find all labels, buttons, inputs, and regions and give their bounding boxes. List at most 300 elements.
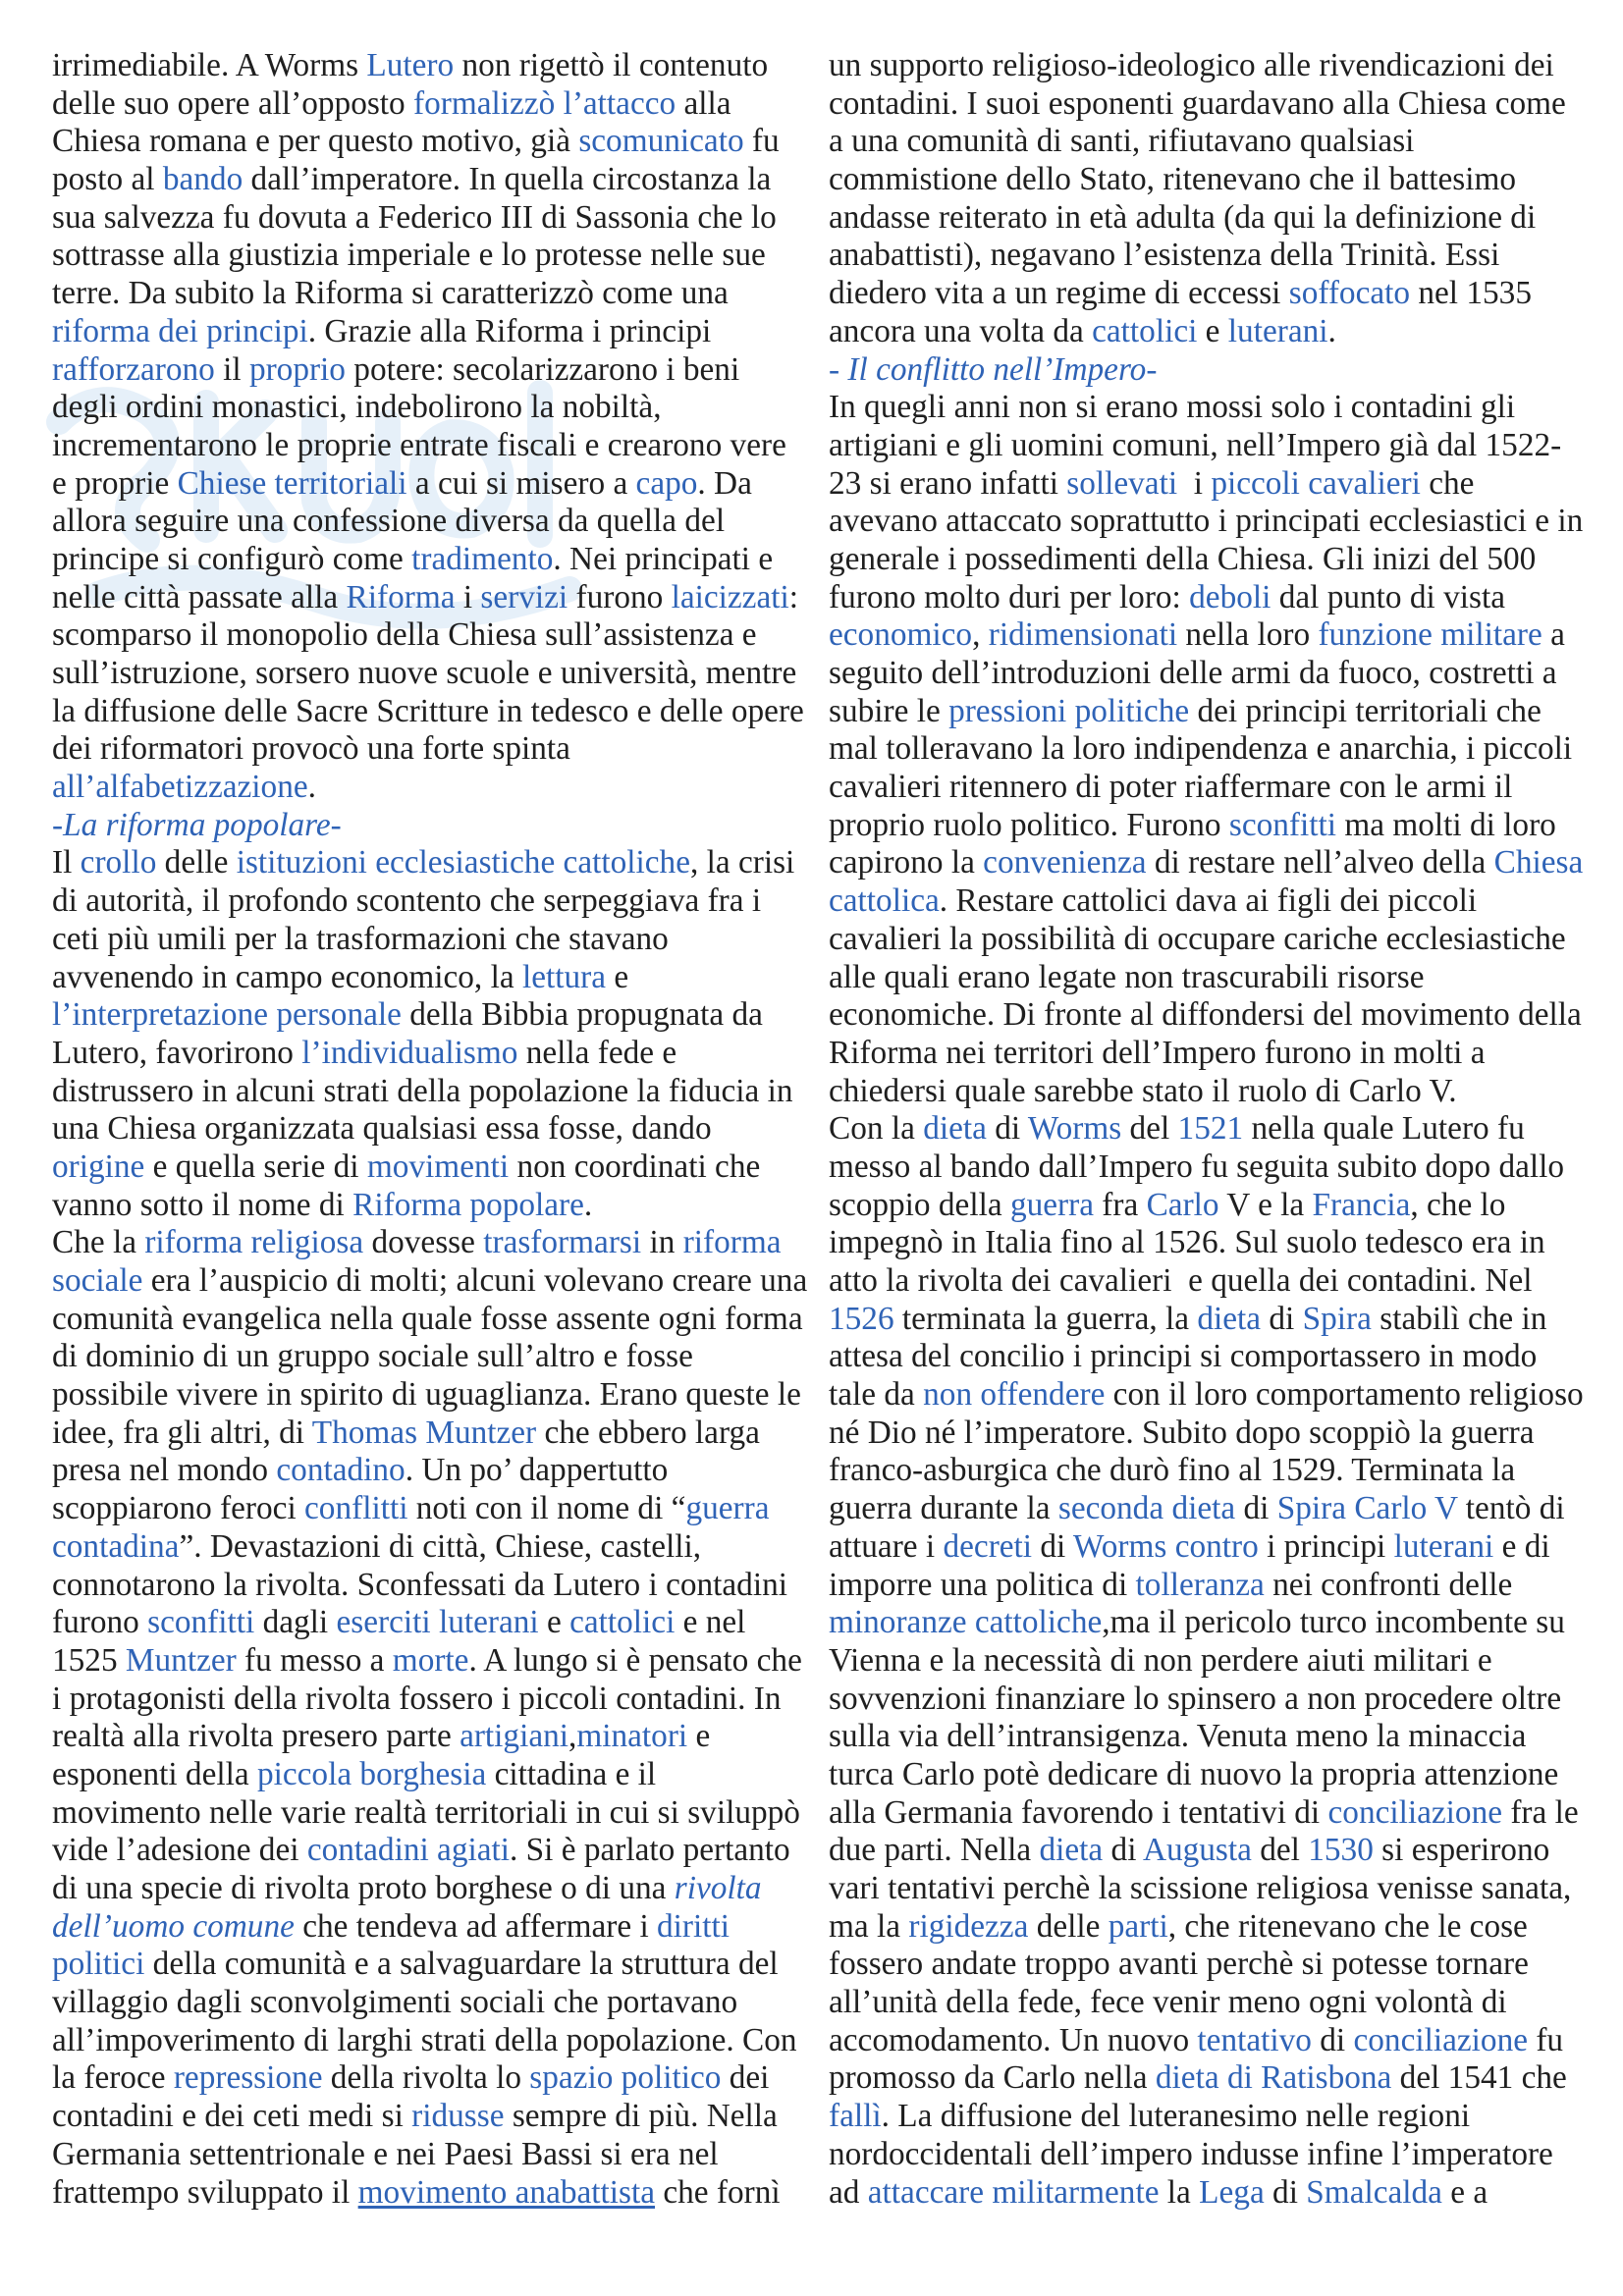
text-run: nelle città passate alla xyxy=(52,578,347,615)
text-line xyxy=(52,1794,824,1833)
highlighted-term: sollevati xyxy=(1066,464,1178,502)
text-run: all’impoverimento di larghi strati della popolazione. Con xyxy=(52,2021,797,2058)
text-run: tale da xyxy=(829,1376,924,1414)
text-run: : xyxy=(788,578,799,615)
text-line xyxy=(52,730,824,769)
text-line xyxy=(829,1870,1606,1908)
text-run: . A lungo si è pensato che xyxy=(468,1641,802,1679)
text-line xyxy=(52,351,824,390)
text-line xyxy=(52,1528,824,1567)
text-line xyxy=(52,882,824,921)
text-line xyxy=(829,2022,1606,2060)
text-line xyxy=(829,1984,1606,2022)
text-line xyxy=(829,579,1606,617)
highlighted-term: movimenti xyxy=(366,1148,510,1185)
text-run: diedero vita a un regime di eccessi xyxy=(829,275,1289,312)
text-run: fossero andate troppo avanti perchè si potesse tornare xyxy=(829,1946,1529,1983)
text-run: 23 si erano infatti xyxy=(829,464,1067,502)
highlighted-term: minoranze cattoliche xyxy=(829,1604,1103,1641)
text-line xyxy=(52,541,824,579)
text-run: capirono la xyxy=(829,844,984,881)
text-run: un supporto religioso-ideologico alle rivendicazioni dei xyxy=(829,47,1554,83)
text-line xyxy=(52,503,824,541)
text-run: i xyxy=(1177,464,1212,502)
text-run: di xyxy=(1261,1300,1303,1337)
text-line xyxy=(52,85,824,124)
text-line xyxy=(829,427,1606,465)
highlighted-term: scomunicato xyxy=(578,123,744,160)
text-run: furono xyxy=(52,1604,148,1641)
highlighted-term: decreti xyxy=(943,1527,1033,1565)
text-run: movimento nelle varie realtà territoriali in cui si sviluppò xyxy=(52,1793,800,1831)
text-line xyxy=(829,503,1606,541)
highlighted-term: economico xyxy=(829,616,973,654)
text-run: realtà alla rivolta presero parte xyxy=(52,1718,460,1755)
text-line xyxy=(829,2174,1606,2213)
highlighted-term: Worms xyxy=(1027,1110,1122,1148)
text-run: di restare nell’alveo della xyxy=(1146,844,1494,881)
highlighted-term: soffocato xyxy=(1288,275,1411,312)
text-line xyxy=(829,1110,1606,1148)
text-run: fra le xyxy=(1502,1793,1579,1831)
text-run: allora seguire una confessione diversa da quella del xyxy=(52,503,726,540)
text-run: seguito dell’introduzioni delle armi da fuoco, costretti a xyxy=(829,655,1557,691)
text-line xyxy=(829,1490,1606,1528)
text-run: . La diffusione del luteranesimo nelle regioni xyxy=(881,2098,1471,2135)
text-run: fu xyxy=(1528,2021,1564,2058)
text-run: terre. Da subito la Riforma si caratterizzò come una xyxy=(52,275,729,312)
text-run: attuare i xyxy=(829,1527,944,1565)
text-run: avvenendo in campo economico, la xyxy=(52,958,522,995)
highlighted-term: servizi xyxy=(480,578,568,615)
highlighted-term: Thomas Muntzer xyxy=(311,1414,537,1451)
text-run: e proprie xyxy=(52,464,178,502)
text-line xyxy=(829,693,1606,731)
text-run: In quegli anni non si erano mossi solo i contadini gli xyxy=(829,389,1516,426)
text-line xyxy=(829,996,1606,1035)
text-run: . Da xyxy=(697,464,752,502)
highlighted-term: 1530 xyxy=(1308,1832,1374,1869)
text-line xyxy=(829,769,1606,807)
text-line xyxy=(52,616,824,655)
highlighted-term: Riforma xyxy=(346,578,456,615)
text-line xyxy=(829,1832,1606,1870)
highlighted-term: tentativo xyxy=(1197,2021,1312,2058)
text-run: dagli xyxy=(254,1604,337,1641)
text-run: di xyxy=(1311,2021,1354,2058)
text-run: non coordinati che xyxy=(509,1148,761,1185)
text-run: e quella serie di xyxy=(144,1148,367,1185)
text-run: il xyxy=(214,350,249,388)
highlighted-term: guerra xyxy=(1009,1186,1094,1223)
text-run: delle suo opere all’opposto xyxy=(52,84,414,122)
text-line xyxy=(829,1681,1606,1719)
left-text-column xyxy=(52,47,824,2212)
emphasized-term: - Il conflitto nell’Impero- xyxy=(829,350,1158,388)
text-line xyxy=(52,1338,824,1376)
text-run: principe si configurò come xyxy=(52,540,412,577)
text-line xyxy=(52,1224,824,1262)
text-line xyxy=(52,1452,824,1490)
text-run: turca Carlo potè dedicare di nuovo la propria attenzione xyxy=(829,1755,1559,1792)
highlighted-term: eserciti luterani xyxy=(336,1604,539,1641)
text-run: che tendeva ad affermare i xyxy=(294,1907,658,1945)
text-run: attesa del concilio i principi si comportassero in modo xyxy=(829,1338,1538,1375)
text-run: e a xyxy=(1441,2173,1488,2211)
text-run: ma la xyxy=(829,1907,909,1945)
text-line xyxy=(52,1984,824,2022)
text-line xyxy=(829,1073,1606,1111)
highlighted-term: tradimento xyxy=(411,540,554,577)
highlighted-term: contadini agiati xyxy=(306,1832,510,1869)
text-line xyxy=(829,1187,1606,1225)
highlighted-term: formalizzò l’attacco xyxy=(413,84,676,122)
text-line xyxy=(52,921,824,959)
text-line xyxy=(52,807,824,845)
text-run: sempre di più. Nella xyxy=(504,2098,778,2135)
text-line xyxy=(829,1148,1606,1187)
text-line xyxy=(829,1528,1606,1567)
text-line xyxy=(52,1946,824,1984)
text-run: presa nel mondo xyxy=(52,1452,277,1489)
text-run: impegnò in Italia fino al 1526. Sul suolo tedesco era in xyxy=(829,1224,1545,1261)
text-line xyxy=(52,579,824,617)
text-line xyxy=(829,123,1606,161)
text-line xyxy=(52,1415,824,1453)
text-line xyxy=(52,47,824,85)
text-run: Che la xyxy=(52,1224,145,1261)
text-line xyxy=(829,844,1606,882)
text-run: potere: secolarizzarono i beni xyxy=(345,350,740,388)
highlighted-term: 1521 xyxy=(1177,1110,1244,1148)
right-text-column xyxy=(829,47,1606,2212)
text-line xyxy=(52,1490,824,1528)
text-run: , xyxy=(568,1718,577,1755)
text-run: . xyxy=(1327,312,1336,349)
text-run: , la crisi xyxy=(689,844,795,881)
text-run: irrimediabile. A Worms xyxy=(52,47,367,83)
text-line xyxy=(52,161,824,199)
text-line xyxy=(52,1035,824,1073)
text-run: alla Germania favorendo i tentativi di xyxy=(829,1793,1328,1831)
text-run: alle quali erano legate non trascurabili risorse xyxy=(829,958,1425,995)
text-run: , xyxy=(972,616,989,654)
highlighted-term: l’interpretazione personale xyxy=(52,996,402,1034)
text-run: accomodamento. Un nuovo xyxy=(829,2021,1198,2058)
highlighted-term: conciliazione xyxy=(1353,2021,1528,2058)
text-run: . xyxy=(583,1186,593,1223)
text-line xyxy=(52,2098,824,2136)
text-run: . Restare cattolici dava ai figli dei piccoli xyxy=(939,882,1478,920)
text-line xyxy=(829,1301,1606,1339)
text-run: mal tolleravano la loro indipendenza e anarchia, i piccoli xyxy=(829,730,1573,768)
text-run: vide l’adesione dei xyxy=(52,1832,307,1869)
text-run: ”. Devastazioni di città, Chiese, castelli, xyxy=(179,1527,702,1565)
text-run: era l’auspicio di molti; alcuni volevano creare una xyxy=(142,1262,808,1299)
text-run: atto la rivolta dei cavalieri e quella dei contadini. Nel xyxy=(829,1262,1533,1299)
text-run: della rivolta lo xyxy=(322,2059,530,2097)
text-line xyxy=(52,313,824,351)
highlighted-term: deboli xyxy=(1189,578,1271,615)
text-line xyxy=(52,199,824,238)
text-line xyxy=(52,1642,824,1681)
highlighted-term: sconfitti xyxy=(147,1604,255,1641)
highlighted-term: ridimensionati xyxy=(988,616,1178,654)
text-run: generale i possedimenti della Chiesa. Gli inizi del 500 xyxy=(829,540,1537,577)
text-line xyxy=(829,921,1606,959)
text-line xyxy=(52,2059,824,2098)
text-line xyxy=(52,769,824,807)
text-run: e xyxy=(606,958,629,995)
text-run: dei principi territoriali che xyxy=(1189,692,1542,729)
highlighted-term: rafforzarono xyxy=(52,350,215,388)
text-run: Lutero, favorirono xyxy=(52,1034,302,1071)
highlighted-term: trasformarsi xyxy=(483,1224,642,1261)
text-run: della Bibbia propugnata da xyxy=(401,996,763,1034)
highlighted-term: contadino xyxy=(276,1452,406,1489)
text-run: e xyxy=(538,1604,570,1641)
highlighted-term: sociale xyxy=(52,1262,143,1299)
text-run: dovesse xyxy=(363,1224,484,1261)
text-run: distrussero in alcuni strati della popolazione la fiducia in xyxy=(52,1072,793,1109)
highlighted-term: origine xyxy=(52,1148,145,1185)
highlighted-term: rigidezza xyxy=(908,1907,1029,1945)
emphasized-term: rivolta xyxy=(674,1870,762,1906)
text-run: fra xyxy=(1093,1186,1147,1223)
text-line xyxy=(52,959,824,997)
text-run: all’unità della fede, fece venir meno ogni volontà di xyxy=(829,1984,1507,2021)
text-run: e xyxy=(1197,312,1228,349)
text-line xyxy=(829,655,1606,693)
highlighted-term: Worms contro xyxy=(1073,1527,1259,1565)
text-run: dall’imperatore. In quella circostanza la xyxy=(243,161,772,198)
text-run: guerra durante la xyxy=(829,1490,1058,1527)
text-line xyxy=(52,389,824,427)
text-run: di xyxy=(1032,1527,1074,1565)
highlighted-term: Smalcalda xyxy=(1306,2173,1442,2211)
highlighted-term: sconfitti xyxy=(1228,806,1336,843)
text-run: idee, fra gli altri, di xyxy=(52,1414,312,1451)
highlighted-term: all’alfabetizzazione xyxy=(52,769,308,806)
text-line xyxy=(52,275,824,313)
text-line xyxy=(829,730,1606,769)
text-run: e di xyxy=(1493,1527,1550,1565)
text-run: fu xyxy=(743,123,780,160)
text-line xyxy=(52,1567,824,1605)
text-run: , che ritenevano che le cose xyxy=(1167,1907,1528,1945)
text-line xyxy=(52,1604,824,1642)
text-run: del 1541 che xyxy=(1391,2059,1567,2097)
text-line xyxy=(829,1224,1606,1262)
text-line xyxy=(829,161,1606,199)
text-line xyxy=(829,541,1606,579)
text-run: andasse reiterato in età adulta (da qui la definizione di xyxy=(829,198,1537,236)
text-run: promosso da Carlo nella xyxy=(829,2059,1156,2097)
highlighted-term: luterani xyxy=(1227,312,1328,349)
text-run: scoppio della xyxy=(829,1186,1010,1223)
text-run: fu messo a xyxy=(236,1641,393,1679)
highlighted-term: cattolici xyxy=(569,1604,676,1641)
text-run: a una comunità di santi, rifiutavano qualsiasi xyxy=(829,123,1415,160)
text-line xyxy=(52,465,824,504)
text-run: proprio ruolo politico. Furono xyxy=(829,806,1229,843)
text-run: in xyxy=(641,1224,683,1261)
emphasized-term: dell’uomo comune xyxy=(52,1907,295,1945)
highlighted-term: politici xyxy=(52,1946,145,1983)
highlighted-term: laicizzati xyxy=(671,578,789,615)
highlighted-term: convenienza xyxy=(983,844,1147,881)
text-line xyxy=(829,1642,1606,1681)
text-run: vari tentativi perchè la scissione religiosa venisse sanata, xyxy=(829,1870,1572,1906)
text-line xyxy=(829,1415,1606,1453)
text-run: . Un po’ dappertutto xyxy=(405,1452,669,1489)
text-run: scoppiarono feroci xyxy=(52,1490,305,1527)
text-run: né Dio né l’imperatore. Subito dopo scoppiò la guerra xyxy=(829,1414,1535,1451)
text-run: subire le xyxy=(829,692,949,729)
highlighted-term: riforma religiosa xyxy=(144,1224,364,1261)
text-run: stabilì che in xyxy=(1371,1300,1547,1337)
text-line xyxy=(829,1035,1606,1073)
highlighted-term: tolleranza xyxy=(1135,1566,1265,1603)
text-run: i xyxy=(455,578,481,615)
text-run: V e la xyxy=(1218,1186,1313,1223)
text-run: e xyxy=(687,1718,711,1755)
text-run: Germania settentrionale e nei Paesi Bassi si era nel xyxy=(52,2135,719,2172)
highlighted-term: crollo xyxy=(80,844,157,881)
highlighted-term: parti xyxy=(1108,1907,1168,1945)
text-run: nella quale Lutero fu xyxy=(1243,1110,1525,1148)
highlighted-term: Riforma popolare xyxy=(352,1186,584,1223)
text-run: Il xyxy=(52,844,81,881)
text-run: nordoccidentali dell’impero indusse infine l’imperatore xyxy=(829,2135,1553,2172)
text-run: terminata la guerra, la xyxy=(893,1300,1198,1337)
text-run: sovvenzioni finanziare lo spinsero a non procedere oltre xyxy=(829,1680,1562,1717)
text-run: si esperirono xyxy=(1373,1832,1550,1869)
text-line xyxy=(829,1794,1606,1833)
highlighted-term: conciliazione xyxy=(1327,1793,1503,1831)
text-line xyxy=(829,1946,1606,1984)
text-run: di xyxy=(1103,1832,1143,1869)
highlighted-term: 1526 xyxy=(829,1300,894,1337)
text-line xyxy=(52,693,824,731)
text-run: incrementarono le proprie entrate fiscali e crearono vere xyxy=(52,426,786,463)
highlighted-term: riforma dei principi xyxy=(52,312,308,349)
text-line xyxy=(829,351,1606,390)
highlighted-term: proprio xyxy=(248,350,346,388)
text-run: anabattisti), negavano l’esistenza della Trinità. Essi xyxy=(829,237,1500,274)
text-run: delle xyxy=(156,844,237,881)
text-line xyxy=(52,844,824,882)
text-run: furono molto duri per loro: xyxy=(829,578,1190,615)
highlighted-term: artigiani xyxy=(460,1718,569,1755)
text-line xyxy=(829,47,1606,85)
highlighted-term: cattolici xyxy=(1092,312,1198,349)
text-run: degli ordini monastici, indebolirono la nobiltà, xyxy=(52,389,662,426)
text-line xyxy=(52,1756,824,1794)
highlighted-term: pressioni politiche xyxy=(948,692,1190,729)
text-run: cavalieri la possibilità di occupare cariche ecclesiastiche xyxy=(829,920,1566,957)
text-run: la diffusione delle Sacre Scritture in tedesco e delle opere xyxy=(52,692,804,729)
text-run: . Nei principati e xyxy=(553,540,774,577)
text-line xyxy=(52,1870,824,1908)
text-line xyxy=(52,2022,824,2060)
highlighted-term: riforma xyxy=(682,1224,782,1261)
text-run: avevano attaccato soprattutto i principati ecclesiastici e in xyxy=(829,503,1584,540)
text-run: che fornì xyxy=(655,2173,781,2211)
text-run: cittadina e il xyxy=(486,1755,657,1792)
text-run: contadini e dei ceti medi si xyxy=(52,2098,412,2135)
text-line xyxy=(829,882,1606,921)
highlighted-term: Lega xyxy=(1199,2173,1265,2211)
highlighted-term: non offendere xyxy=(923,1376,1106,1414)
text-run: esponenti della xyxy=(52,1755,257,1792)
text-run: Con la xyxy=(829,1110,924,1148)
text-run: , che lo xyxy=(1410,1186,1506,1223)
text-run: di autorità, il profondo scontento che serpeggiava fra i xyxy=(52,882,762,920)
text-run: di xyxy=(1264,2173,1307,2211)
highlighted-term: funzione militare xyxy=(1318,616,1542,654)
text-line xyxy=(829,2059,1606,2098)
text-run: commistione dello Stato, ritenevano che il battesimo xyxy=(829,161,1516,198)
highlighted-term: dieta xyxy=(923,1110,987,1148)
text-run: delle xyxy=(1028,1907,1109,1945)
text-run: contadini. I suoi esponenti guardavano alla Chiesa come xyxy=(829,84,1566,122)
highlighted-term: Francia xyxy=(1312,1186,1411,1223)
text-run: di xyxy=(986,1110,1028,1148)
text-line xyxy=(829,1756,1606,1794)
text-line xyxy=(829,313,1606,351)
highlighted-term: attaccare militarmente xyxy=(867,2173,1160,2211)
text-run: ancora una volta da xyxy=(829,312,1093,349)
text-line xyxy=(829,237,1606,275)
text-run: Vienna e la necessità di non perdere aiuti militari e xyxy=(829,1641,1492,1679)
text-run: i principi xyxy=(1258,1527,1394,1565)
text-run: artigiani e gli uomini comuni, nell’Impero già dal 1522- xyxy=(829,426,1562,463)
text-run: cavalieri ritennero di poter riaffermare con le armi il xyxy=(829,769,1513,806)
text-line xyxy=(829,807,1606,845)
text-run: due parti. Nella xyxy=(829,1832,1040,1869)
text-run: che ebbero larga xyxy=(536,1414,760,1451)
text-run: di dominio di un gruppo sociale sull’altro e fosse xyxy=(52,1338,693,1375)
text-line xyxy=(829,1262,1606,1301)
text-run: dal punto di vista xyxy=(1271,578,1505,615)
text-line xyxy=(52,1187,824,1225)
text-run: ceti più umili per la trasformazioni che stavano xyxy=(52,920,669,957)
highlighted-term: lettura xyxy=(521,958,606,995)
text-line xyxy=(52,1376,824,1415)
text-line xyxy=(829,1452,1606,1490)
highlighted-term: repressione xyxy=(173,2059,323,2097)
text-line xyxy=(52,1301,824,1339)
text-run: nella fede e xyxy=(517,1034,677,1071)
highlighted-term: fallì xyxy=(829,2098,882,2135)
text-line xyxy=(829,1567,1606,1605)
text-run: ad xyxy=(829,2173,868,2211)
text-line xyxy=(52,1110,824,1148)
highlighted-term: dieta xyxy=(1197,1300,1262,1337)
text-run: posto al xyxy=(52,161,163,198)
linked-term[interactable]: movimento anabattista xyxy=(357,2173,656,2211)
text-run: dei riformatori provocò una forte spinta xyxy=(52,730,570,768)
highlighted-term: conflitti xyxy=(304,1490,408,1527)
text-run: la xyxy=(1159,2173,1200,2211)
text-run: una Chiesa organizzata qualsiasi essa fosse, dando xyxy=(52,1110,712,1148)
text-run: . xyxy=(307,769,316,806)
text-line xyxy=(829,465,1606,504)
highlighted-term: minatori xyxy=(576,1718,688,1755)
text-run: i protagonisti della rivolta fossero i piccoli contadini. In xyxy=(52,1680,782,1717)
text-run: Riforma nei territori dell’Impero furono in molti a xyxy=(829,1034,1486,1071)
